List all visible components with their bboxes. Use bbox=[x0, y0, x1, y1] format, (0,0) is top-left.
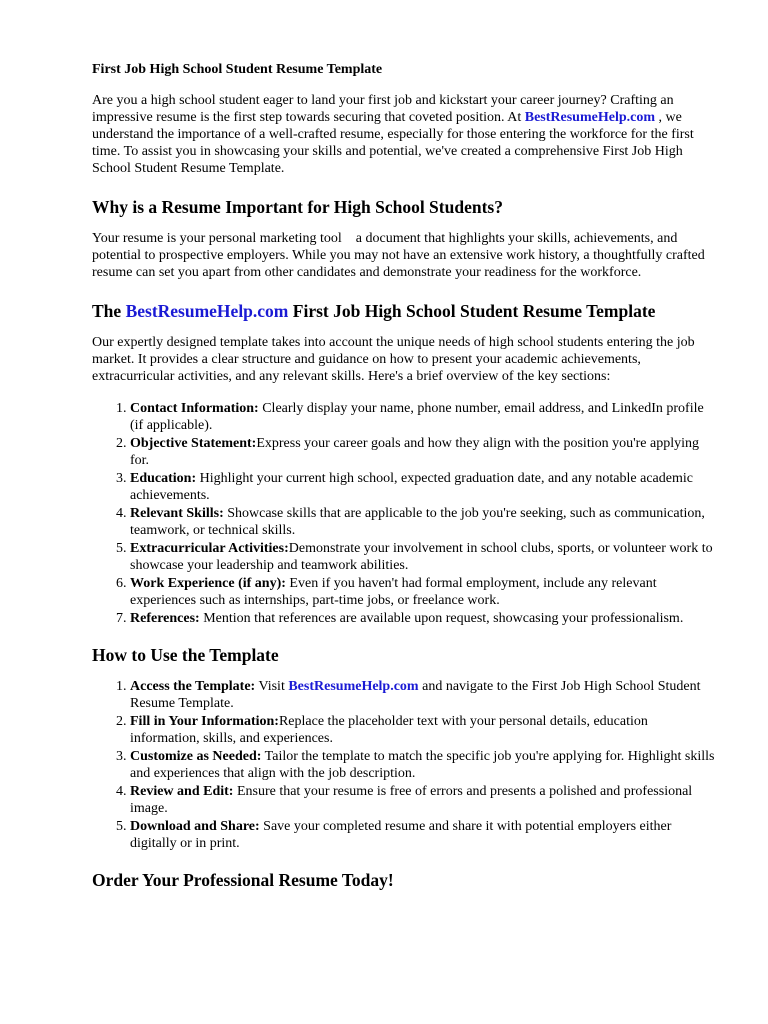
step-text: and navigate to the First Job High School Student Resume Template. bbox=[130, 679, 701, 711]
intro-text-part1: Are you a high school student eager to land your first job and kickstart your career journey? Crafting an impressive resume is the first step towards securing that coveted position. At bbox=[92, 93, 674, 125]
step-text: Tailor the template to match the specific job you're applying for. Highlight skills and experiences that align with the job description. bbox=[130, 749, 715, 781]
list-item bbox=[130, 748, 716, 782]
section-label: Relevant Skills: bbox=[130, 506, 224, 521]
section-text: Express your career goals and how they align with the position you're applying for. bbox=[130, 436, 699, 468]
intro-text-part2: , we understand the importance of a well-crafted resume, especially for those entering the workforce for the first time. To assist you in showcasing your skills and potential, we've created a comprehensive First Job High School Student Resume Template. bbox=[92, 110, 694, 176]
step-text: Replace the placeholder text with your personal details, education information, skills, and experiences. bbox=[130, 714, 648, 746]
intro-paragraph bbox=[92, 92, 716, 177]
why-paragraph: Your resume is your personal marketing tool a document that highlights your skills, achievements, and potential to prospective employers. While you may not have an extensive work history, a thoughtfully crafted resume can set you apart from other candidates and demonstrate your readiness for the workforce. bbox=[92, 231, 705, 280]
section-text: Clearly display your name, phone number, email address, and LinkedIn profile (if applicable). bbox=[130, 401, 704, 433]
template-heading-suffix: First Job High School Student Resume Template bbox=[288, 301, 656, 321]
list-item bbox=[130, 470, 716, 504]
section-label: Objective Statement: bbox=[130, 436, 257, 451]
step-label: Access the Template: bbox=[130, 679, 256, 694]
template-heading-link[interactable]: BestResumeHelp.com bbox=[125, 301, 289, 321]
section-text: Highlight your current high school, expected graduation date, and any notable academic achievements. bbox=[130, 471, 693, 503]
step-label: Customize as Needed: bbox=[130, 749, 262, 764]
list-item bbox=[130, 713, 716, 747]
list-item bbox=[130, 783, 716, 817]
section-text: Even if you haven't had formal employment, include any relevant experiences such as internships, part-time jobs, or freelance work. bbox=[130, 576, 657, 608]
sections-list bbox=[92, 400, 716, 627]
step-label: Fill in Your Information: bbox=[130, 714, 279, 729]
section-label: Work Experience (if any): bbox=[130, 576, 286, 591]
list-item bbox=[130, 435, 716, 469]
step-text-before: Visit bbox=[255, 679, 289, 694]
howto-heading: How to Use the Template bbox=[92, 645, 279, 665]
howto-list bbox=[92, 678, 716, 852]
list-item bbox=[130, 818, 716, 852]
section-label: Extracurricular Activities: bbox=[130, 541, 289, 556]
section-label: Education: bbox=[130, 471, 197, 486]
document-title: First Job High School Student Resume Template bbox=[92, 62, 383, 77]
list-item bbox=[130, 610, 716, 627]
list-item bbox=[130, 540, 716, 574]
section-text: Demonstrate your involvement in school clubs, sports, or volunteer work to showcase your leadership and teamwork abilities. bbox=[130, 541, 713, 573]
order-heading: Order Your Professional Resume Today! bbox=[92, 870, 394, 890]
section-label: Contact Information: bbox=[130, 401, 259, 416]
step-text: Save your completed resume and share it with potential employers either digitally or in print. bbox=[130, 819, 672, 851]
template-paragraph: Our expertly designed template takes into account the unique needs of high school students entering the job market. It provides a clear structure and guidance on how to present your academic achievements, extracurricular activities, and any relevant skills. Here's a brief overview of the key sections: bbox=[92, 335, 695, 384]
step-label: Download and Share: bbox=[130, 819, 260, 834]
template-heading bbox=[92, 301, 716, 322]
list-item bbox=[130, 575, 716, 609]
why-heading: Why is a Resume Important for High School Students? bbox=[92, 197, 503, 217]
list-item bbox=[130, 678, 716, 712]
step-label: Review and Edit: bbox=[130, 784, 234, 799]
list-item bbox=[130, 505, 716, 539]
section-label: References: bbox=[130, 611, 200, 626]
template-heading-prefix: The bbox=[92, 301, 126, 321]
step-text: Ensure that your resume is free of errors and presents a polished and professional image. bbox=[130, 784, 693, 816]
step-site-link[interactable]: BestResumeHelp.com bbox=[288, 679, 419, 694]
section-text: Showcase skills that are applicable to the job you're seeking, such as communication, teamwork, or technical skills. bbox=[130, 506, 705, 538]
list-item bbox=[130, 400, 716, 434]
intro-site-link[interactable]: BestResumeHelp.com bbox=[524, 110, 656, 125]
section-text: Mention that references are available upon request, showcasing your professionalism. bbox=[199, 611, 684, 626]
